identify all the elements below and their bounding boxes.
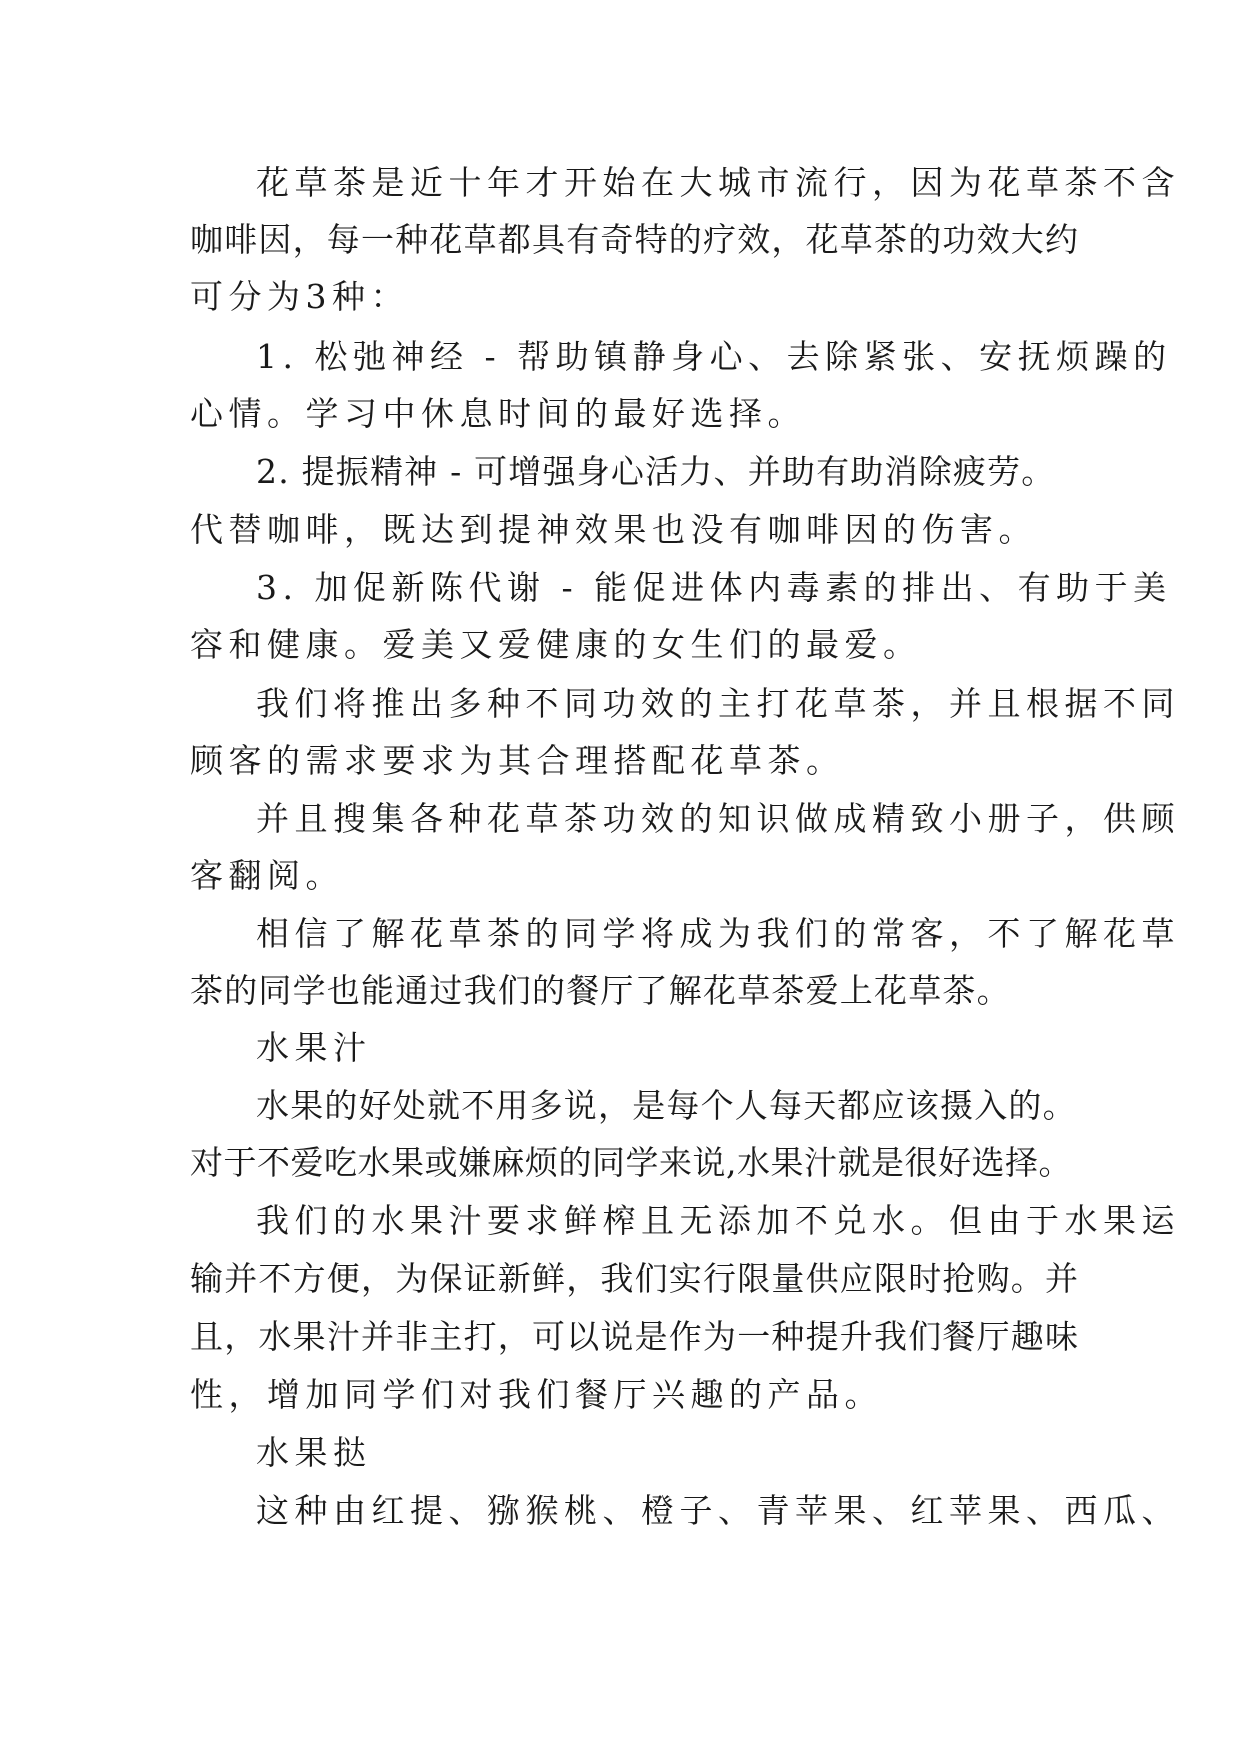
section-heading: 水果挞	[256, 1433, 372, 1472]
list-item-line: 代替咖啡，既达到提神效果也没有咖啡因的伤害。	[190, 510, 1037, 549]
paragraph-line: 我们的水果汁要求鲜榨且无添加不兑水。但由于水果运	[256, 1201, 1180, 1240]
paragraph-line: 茶的同学也能通过我们的餐厅了解花草茶爱上花草茶。	[190, 971, 1011, 1010]
paragraph-line: 输并不方便，为保证新鲜，我们实行限量供应限时抢购。并	[190, 1259, 1080, 1298]
section-heading: 水果汁	[256, 1028, 372, 1067]
paragraph-line: 顾客的需求要求为其合理搭配花草茶。	[190, 741, 845, 780]
paragraph-line: 客翻阅。	[190, 856, 344, 895]
list-item-line: 2. 提振精神 - 可增强身心活力、并助有助消除疲劳。	[256, 452, 1056, 491]
paragraph-line: 并且搜集各种花草茶功效的知识做成精致小册子，供顾	[256, 799, 1180, 838]
list-item-line: 3. 加促新陈代谢 - 能促进体内毒素的排出、有助于美	[256, 568, 1172, 607]
paragraph-line: 相信了解花草茶的同学将成为我们的常客，不了解花草	[256, 914, 1180, 953]
paragraph-line: 花草茶是近十年才开始在大城市流行，因为花草茶不含	[256, 163, 1180, 202]
paragraph-line: 水果的好处就不用多说，是每个人每天都应该摄入的。	[256, 1086, 1077, 1125]
list-item-line: 1. 松弛神经 - 帮助镇静身心、去除紧张、安抚烦躁的	[256, 337, 1172, 376]
paragraph-line: 性，增加同学们对我们餐厅兴趣的产品。	[190, 1375, 883, 1414]
list-item-line: 心情。学习中休息时间的最好选择。	[190, 394, 806, 433]
paragraph-line: 可分为3种：	[190, 277, 409, 316]
paragraph-line: 这种由红提、猕猴桃、橙子、青苹果、红苹果、西瓜、	[256, 1491, 1180, 1530]
paragraph-line: 我们将推出多种不同功效的主打花草茶，并且根据不同	[256, 684, 1180, 723]
paragraph-line: 对于不爱吃水果或嫌麻烦的同学来说,水果汁就是很好选择。	[190, 1143, 1072, 1182]
paragraph-line: 咖啡因，每一种花草都具有奇特的疗效，花草茶的功效大约	[190, 220, 1080, 259]
list-item-line: 容和健康。爱美又爱健康的女生们的最爱。	[190, 625, 922, 664]
paragraph-line: 且，水果汁并非主打，可以说是作为一种提升我们餐厅趣味	[190, 1317, 1080, 1356]
